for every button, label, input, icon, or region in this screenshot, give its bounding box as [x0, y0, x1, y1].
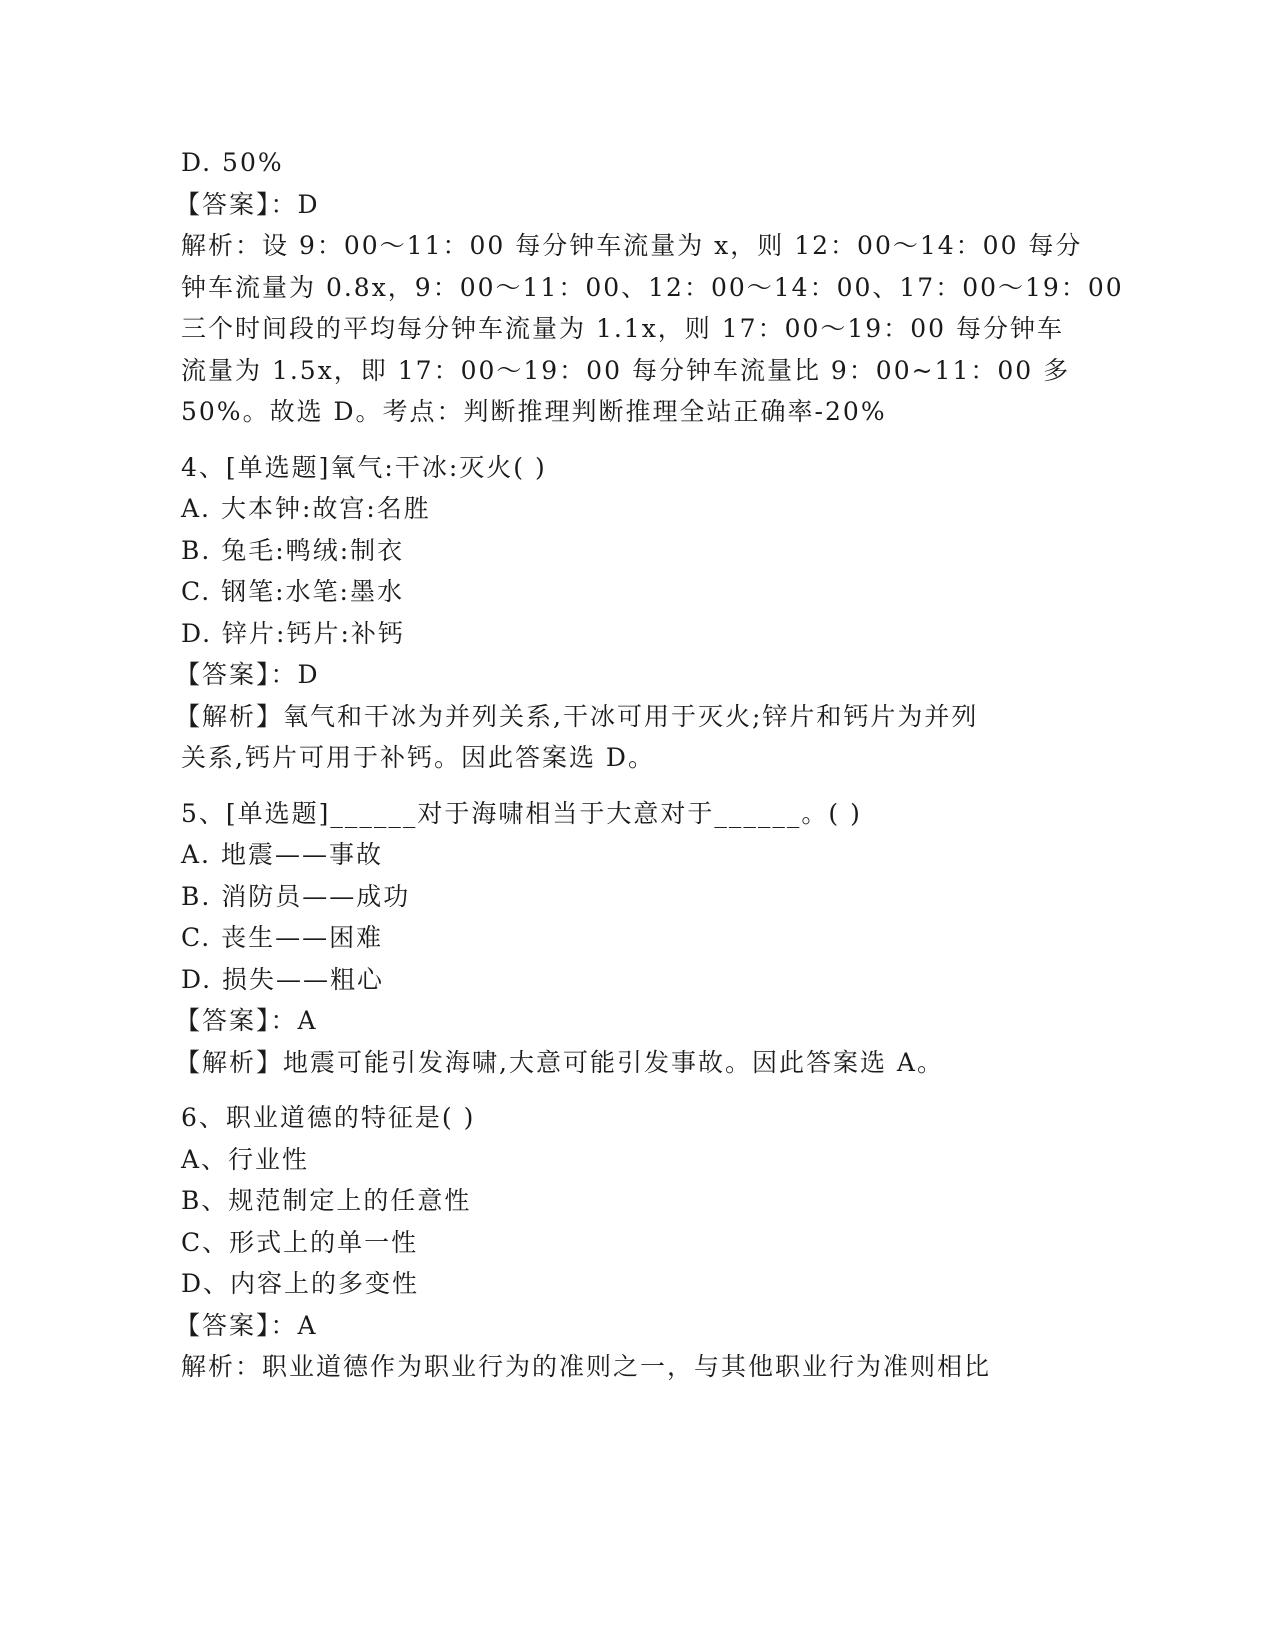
section-gap	[181, 779, 1101, 793]
question-4-option-a: A. 大本钟:故宫:名胜	[181, 494, 431, 523]
question-6-option-a: A、行业性	[181, 1144, 310, 1174]
analysis-line: 三个时间段的平均每分钟车流量为 1.1x，则 17：00～19：00 每分钟车	[181, 314, 1064, 343]
question-4-option-b: B. 兔毛:鸭绒:制衣	[181, 535, 405, 565]
document-content	[175, 142, 1124, 1388]
question-5-option-c: C. 丧生——困难	[181, 923, 384, 952]
option-d: D. 50%	[181, 148, 284, 177]
analysis-line: 钟车流量为 0.8x，9：00～11：00、12：00～14：00、17：00～19：00	[181, 272, 1124, 302]
question-6-option-c: C、形式上的单一性	[181, 1227, 419, 1257]
question-6-title: 6、职业道德的特征是( )	[181, 1103, 476, 1132]
question-5-option-a: A. 地震——事故	[181, 840, 383, 869]
question-6-answer: 【答案】：A	[175, 1310, 318, 1340]
question-4-answer: 【答案】：D	[175, 660, 320, 689]
answer-line: 【答案】：D	[175, 189, 320, 219]
question-4-title: 4、[单选题]氧气:干冰:灭火( )	[181, 452, 547, 482]
question-5-title: 5、[单选题]______对于海啸相当于大意对于______。( )	[181, 798, 862, 828]
question-6-option-d: D、内容上的多变性	[181, 1269, 420, 1298]
question-4-analysis: 【解析】氧气和干冰为并列关系,干冰可用于灭火;锌片和钙片为并列	[175, 701, 979, 731]
question-4-option-c: C. 钢笔:水笔:墨水	[181, 577, 404, 606]
question-5-analysis: 【解析】地震可能引发海啸,大意可能引发事故。因此答案选 A。	[175, 1047, 944, 1077]
question-4-analysis: 关系,钙片可用于补钙。因此答案选 D。	[181, 743, 655, 772]
section-gap	[181, 1083, 1101, 1097]
question-6-analysis: 解析：职业道德作为职业行为的准则之一，与其他职业行为准则相比	[181, 1352, 992, 1381]
analysis-line: 流量为 1.5x，即 17：00～19：00 每分钟车流量比 9：00~11：00 多	[181, 355, 1071, 385]
section-gap	[181, 433, 1101, 447]
question-4-option-d: D. 锌片:钙片:补钙	[181, 618, 405, 648]
question-5-option-d: D. 损失——粗心	[181, 964, 385, 994]
analysis-line: 50%。故选 D。考点：判断推理判断推理全站正确率-20%	[181, 397, 887, 426]
analysis-line: 解析：设 9：00～11：00 每分钟车流量为 x，则 12：00～14：00 每分	[181, 231, 1083, 260]
question-5-option-b: B. 消防员——成功	[181, 881, 411, 911]
question-6-option-b: B、规范制定上的任意性	[181, 1186, 472, 1215]
question-5-answer: 【答案】：A	[175, 1006, 318, 1035]
